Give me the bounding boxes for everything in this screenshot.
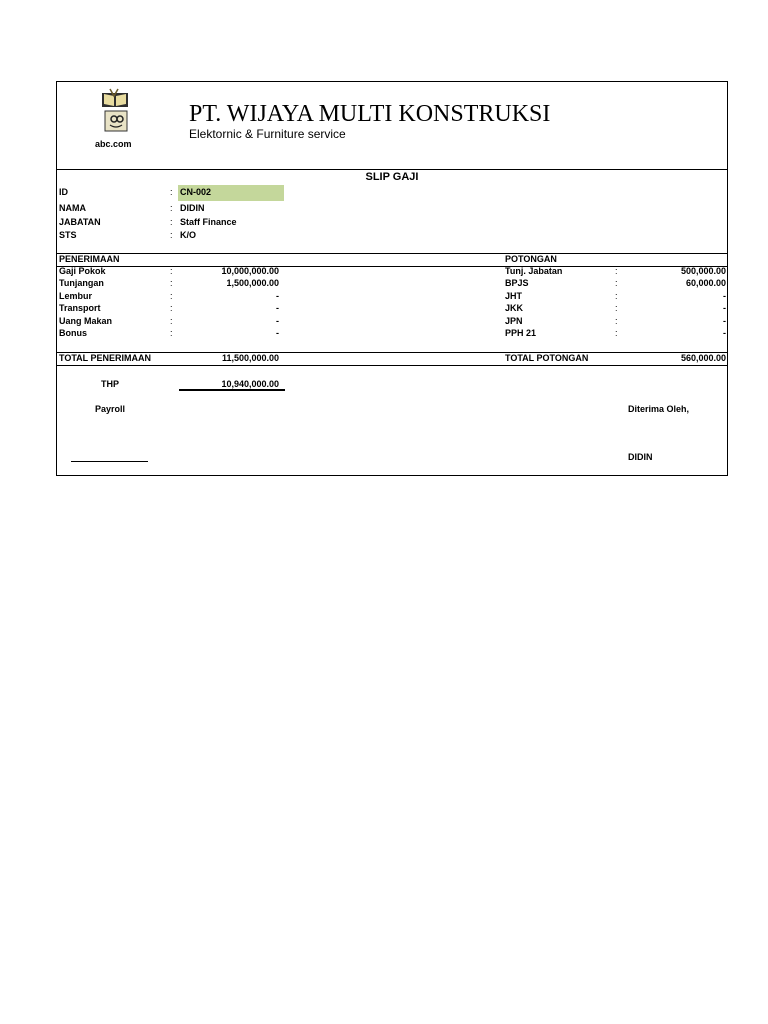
thp-label: THP (101, 379, 119, 389)
potongan-value: - (723, 328, 726, 338)
nama-colon: : (170, 203, 173, 213)
penerimaan-label: Lembur (59, 291, 93, 301)
row-colon: : (615, 266, 618, 276)
row-colon: : (170, 328, 173, 338)
row-colon: : (615, 291, 618, 301)
penerimaan-value: - (276, 316, 279, 326)
potongan-label: JPN (505, 316, 523, 326)
divider (57, 169, 727, 170)
potongan-value: - (723, 303, 726, 313)
row-colon: : (615, 303, 618, 313)
company-website: abc.com (95, 139, 132, 149)
jabatan-value: Staff Finance (180, 217, 237, 227)
potongan-label: Tunj. Jabatan (505, 266, 563, 276)
total-penerimaan-value: 11,500,000.00 (221, 353, 279, 363)
nama-value: DIDIN (180, 203, 205, 213)
row-colon: : (170, 291, 173, 301)
potongan-value: - (723, 291, 726, 301)
payroll-label: Payroll (95, 404, 126, 414)
company-subtitle: Elektornic & Furniture service (189, 127, 346, 141)
total-potongan-label: TOTAL POTONGAN (505, 353, 589, 363)
potongan-value: - (723, 316, 726, 326)
penerimaan-label: Tunjangan (59, 278, 104, 288)
penerimaan-label: Uang Makan (59, 316, 113, 326)
row-colon: : (615, 328, 618, 338)
penerimaan-label: Transport (59, 303, 101, 313)
id-value: CN-002 (180, 187, 212, 197)
penerimaan-value: 10,000,000.00 (221, 266, 279, 276)
total-potongan-value: 560,000.00 (680, 353, 726, 363)
potongan-value: 500,000.00 (680, 266, 726, 276)
penerimaan-header: PENERIMAAN (59, 254, 120, 264)
penerimaan-value: - (276, 328, 279, 338)
penerimaan-label: Gaji Pokok (59, 266, 106, 276)
row-colon: : (170, 316, 173, 326)
payroll-signature-line (71, 461, 148, 462)
slip-title: SLIP GAJI (365, 171, 419, 183)
salary-slip-sheet (56, 81, 728, 476)
potongan-label: JHT (505, 291, 523, 301)
penerimaan-value: - (276, 291, 279, 301)
potongan-label: JKK (505, 303, 524, 313)
book-logo-icon (100, 87, 130, 135)
sts-value: K/O (180, 230, 197, 240)
id-colon: : (170, 187, 173, 197)
received-by-label: Diterima Oleh, (628, 404, 690, 414)
divider (57, 365, 727, 366)
thp-value: 10,940,000.00 (221, 379, 279, 389)
received-by-name: DIDIN (628, 452, 653, 462)
penerimaan-value: - (276, 303, 279, 313)
row-colon: : (615, 278, 618, 288)
row-colon: : (170, 303, 173, 313)
id-label: ID (59, 187, 68, 197)
sts-colon: : (170, 230, 173, 240)
row-colon: : (170, 266, 173, 276)
penerimaan-label: Bonus (59, 328, 87, 338)
thp-underline (179, 389, 285, 391)
row-colon: : (615, 316, 618, 326)
sts-label: STS (59, 230, 77, 240)
jabatan-colon: : (170, 217, 173, 227)
jabatan-label: JABATAN (59, 217, 101, 227)
divider (57, 253, 727, 254)
potongan-value: 60,000.00 (685, 278, 726, 288)
potongan-header: POTONGAN (505, 254, 557, 264)
row-colon: : (170, 278, 173, 288)
potongan-label: BPJS (505, 278, 529, 288)
nama-label: NAMA (59, 203, 86, 213)
penerimaan-value: 1,500,000.00 (226, 278, 279, 288)
company-name: PT. WIJAYA MULTI KONSTRUKSI (189, 101, 551, 127)
total-penerimaan-label: TOTAL PENERIMAAN (59, 353, 152, 363)
potongan-label: PPH 21 (505, 328, 537, 338)
